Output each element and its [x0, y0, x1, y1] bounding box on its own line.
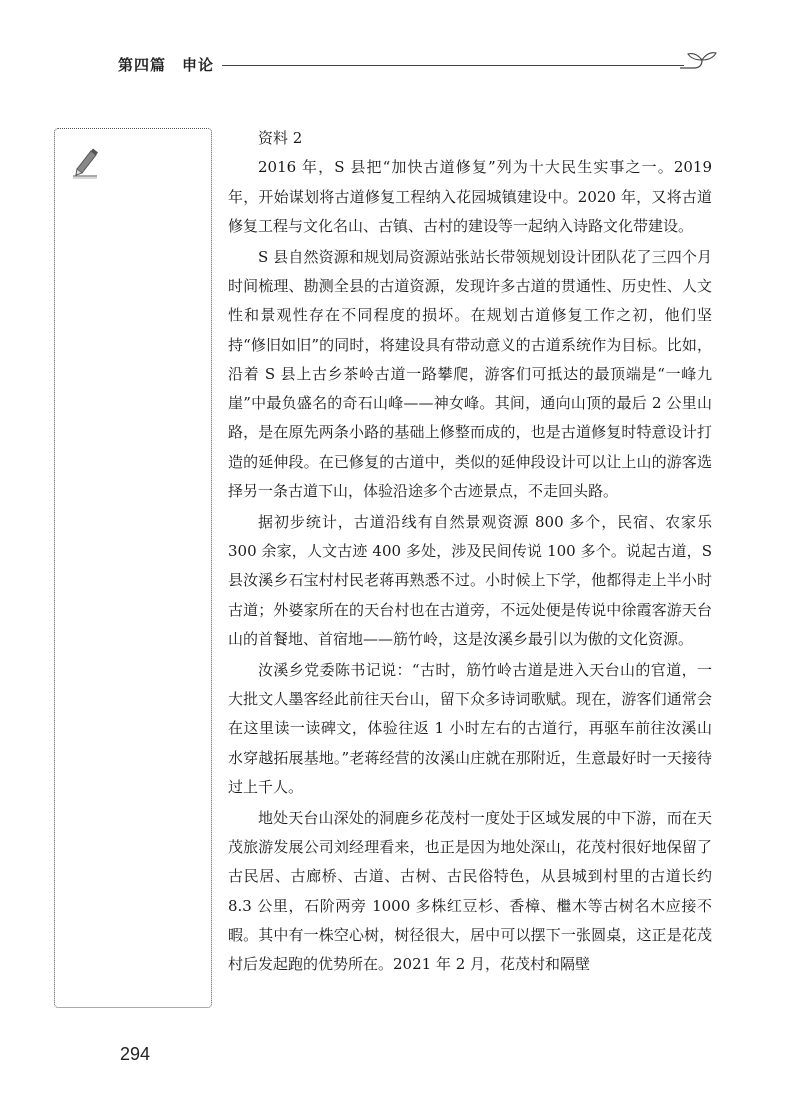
paragraph: 地处天台山深处的洞鹿乡花茂村一度处于区域发展的中下游，而在天茂旅游发展公司刘经理看来，也正是因为地处深山，花茂村很好地保留了古民居、古廊桥、古道、古树、古民俗特色，从县城到村里的古道长约 8.3 公里，石阶两旁 1000 多株红豆杉、香樟、檵木等古树名木应接不暇。其中有一株空心树，树径很大，居中可以摆下一张圆桌，这正是花茂村后发起跑的优势所在。2021 年 2 月，花茂村和隔壁: [228, 808, 712, 974]
paragraph: 汝溪乡党委陈书记说：“古时，筋竹岭古道是进入天台山的官道，一大批文人墨客经此前往天台山，留下众多诗词歌赋。现在，游客们通常会在这里读一读碑文，体验往返 1 小时左右的古道行，再驱车前往汝溪山水穿越拓展基地。”老蒋经营的汝溪山庄就在那附近，生意最好时一天接待过上千人。: [228, 660, 712, 797]
note-margin-box: [54, 128, 212, 1008]
page-header: [118, 50, 718, 78]
pencil-icon: [71, 145, 101, 179]
paragraph: S 县自然资源和规划局资源站张站长带领规划设计团队花了三四个月时间梳理、勘测全县的古道资源，发现许多古道的贯通性、历史性、人文性和景观性存在不同程度的损坏。在规划古道修复工作之初，他们坚持“修旧如旧”的同时，将建设具有带动意义的古道系统作为目标。比如，沿着 S 县上古乡茶岭古道一路攀爬，游客们可抵达的最顶端是“一峰九崖”中最负盛名的奇石山峰——神女峰。其间，通向山顶的最后 2 公里山路，是在原先两条小路的基础上修整而成的，也是古道修复时特意设计打造的延伸段。在已修复的古道中，类似的延伸段设计可以让上山的游客选择另一条古道下山，体验沿途多个古迹景点，不走回头路。: [228, 247, 712, 501]
page-number: 294: [120, 1044, 151, 1064]
material-content: [228, 124, 712, 981]
material-heading: 资料 2: [258, 129, 303, 147]
paragraph: 2016 年，S 县把“加快古道修复”列为十大民生实事之一。2019 年，开始谋划将古道修复工程纳入花园城镇建设中。2020 年，又将古道修复工程与文化名山、古镇、古村的建设等一起纳入诗路文化带建设。: [228, 158, 712, 235]
paragraph: 据初步统计，古道沿线有自然景观资源 800 多个，民宿、农家乐 300 余家，人文古迹 400 多处，涉及民间传说 100 多个。说起古道，S 县汝溪乡石宝村村民老蒋再熟悉不过。小时候上下学，他都得走上半小时古道；外婆家所在的天台村也在古道旁，不远处便是传说中徐霞客游天台山的首餐地、首宿地——筋竹岭，这是汝溪乡最引以为傲的文化资源。: [228, 512, 712, 649]
sprout-icon: [680, 50, 718, 78]
section-title: 第四篇 申论: [118, 56, 215, 74]
header-rule: [222, 65, 684, 66]
